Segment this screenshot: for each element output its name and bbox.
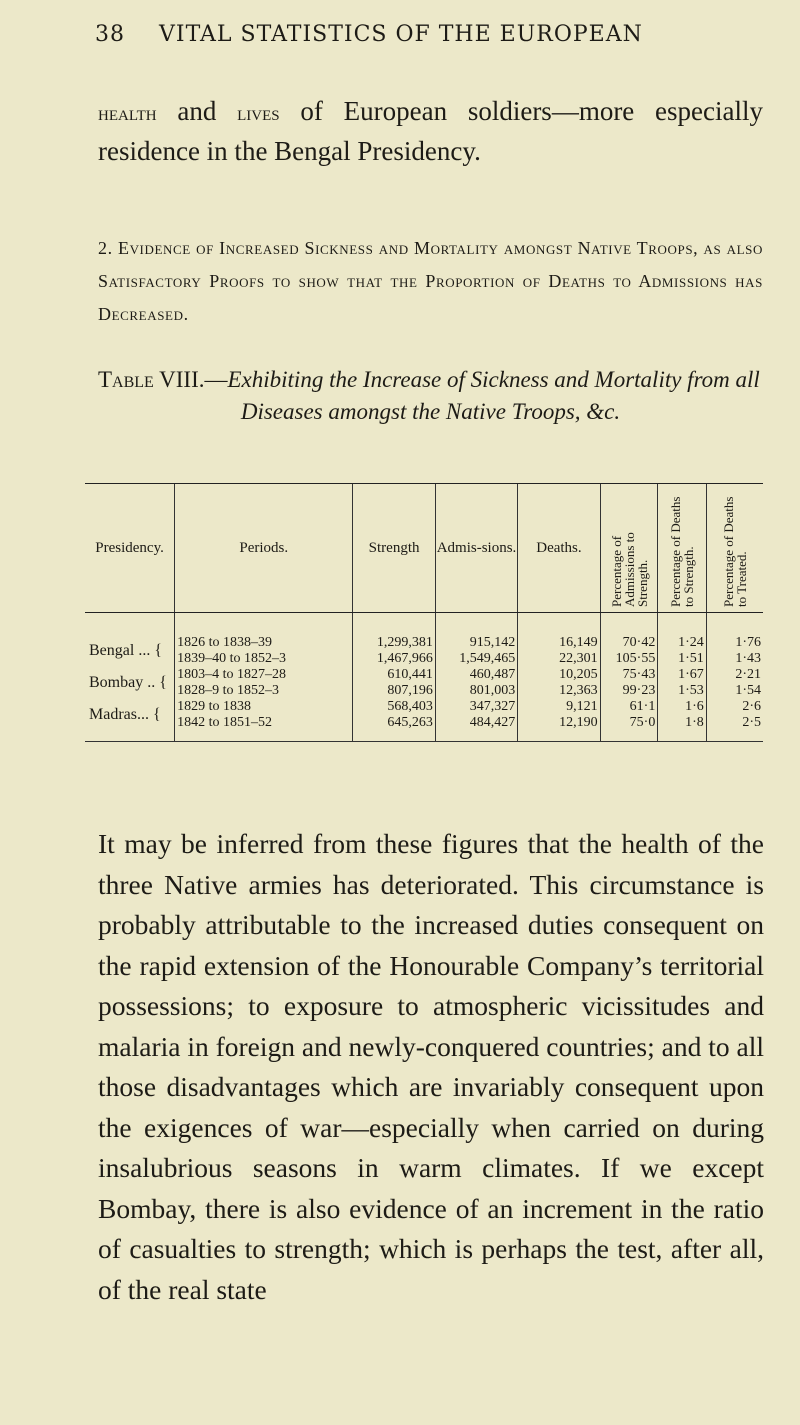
table-cell: 1842 to 1851–52 [177, 715, 273, 730]
table-cell: 460,487 [469, 667, 516, 682]
table-cell: 645,263 [387, 715, 433, 730]
text: of European soldiers—more especially residence in the Bengal Presidency. [98, 96, 763, 166]
presidency-name: Bengal ... { [89, 642, 162, 659]
table-cell: 75·0 [629, 715, 656, 730]
table-cell: 1·6 [685, 699, 704, 714]
table-cell: 568,403 [387, 699, 433, 714]
intro-paragraph [98, 92, 763, 170]
table-caption [98, 364, 763, 428]
column-header [353, 484, 435, 613]
table-cell: 1803–4 to 1827–28 [177, 667, 287, 682]
table-cell: 1·43 [735, 651, 761, 666]
column-header [706, 484, 763, 613]
table-cell: 1829 to 1838 [177, 699, 252, 714]
table-cell: 1·24 [678, 635, 704, 650]
column-header [600, 484, 658, 613]
column-header-label: Periods. [239, 539, 289, 556]
column-header-label: Admis-sions. [436, 539, 517, 556]
table-cell: 1·76 [735, 635, 761, 650]
table-cell: 1826 to 1838–39 [177, 635, 273, 650]
table-cell: 70·42 [622, 635, 656, 650]
mortality-table [85, 483, 763, 742]
table-cell: 610,441 [387, 667, 433, 682]
column-header-label: Strength [368, 539, 420, 556]
table-body-row [85, 613, 763, 742]
column-cell [600, 613, 658, 742]
table-cell: 1839–40 to 1852–3 [177, 651, 287, 666]
presidency-cell [85, 613, 175, 742]
table-cell: 1,299,381 [376, 635, 433, 650]
table-cell: 105·55 [615, 651, 656, 666]
caption-label: Table VIII.— [98, 367, 228, 392]
small-caps-word: lives [237, 100, 280, 125]
table-cell: 9,121 [566, 699, 598, 714]
column-cell [175, 613, 353, 742]
column-header-label: Percentage of Admissions to Strength. [608, 532, 650, 607]
table-cell: 10,205 [559, 667, 598, 682]
table-cell: 61·1 [629, 699, 656, 714]
table-cell: 75·43 [622, 667, 656, 682]
table-cell: 12,363 [559, 683, 598, 698]
table-cell: 801,003 [469, 683, 516, 698]
caption-line: Exhibiting the Increase of Sickness and Mortality from all [227, 367, 760, 392]
column-header [85, 484, 175, 613]
table-cell: 1·53 [678, 683, 704, 698]
column-cell [518, 613, 600, 742]
page-number: 38 [95, 22, 125, 47]
column-header [175, 484, 353, 613]
table-cell: 484,427 [469, 715, 516, 730]
table-cell: 1,549,465 [459, 651, 516, 666]
body-paragraph: It may be inferred from these figures that the health of the three Native armies has deteriorated. This circumstance is probably attributable to the increased duties consequent on the rapid extension of the Honourable Company’s territorial possessions; to exposure to atmospheric vicissitudes and malaria in foreign and newly-conquered countries; and to all those disadvantages which are invariably consequent upon the exigences of war—especially when carried on during insalubrious seasons in warm climates. If we except Bombay, there is also evidence of an increment in the ratio of casualties to strength; which is perhaps the test, after all, of the real state [98, 828, 764, 1305]
running-title: VITAL STATISTICS OF THE EUROPEAN [159, 22, 643, 47]
column-header [435, 484, 517, 613]
column-cell [658, 613, 706, 742]
table-cell: 22,301 [559, 651, 598, 666]
column-header [658, 484, 706, 613]
table-cell: 99·23 [622, 683, 656, 698]
table-cell: 16,149 [559, 635, 598, 650]
column-cell [706, 613, 763, 742]
table-cell: 2·21 [735, 667, 761, 682]
table-cell: 12,190 [559, 715, 598, 730]
column-header [518, 484, 600, 613]
column-header-label: Deaths. [536, 539, 582, 556]
table-cell: 347,327 [469, 699, 516, 714]
table-cell: 1·54 [735, 683, 761, 698]
column-cell [353, 613, 435, 742]
column-cell [435, 613, 517, 742]
table-cell: 1·67 [678, 667, 704, 682]
table-cell: 1,467,966 [376, 651, 433, 666]
table-cell: 2·5 [742, 715, 761, 730]
table-cell: 1·51 [678, 651, 704, 666]
running-header [95, 22, 643, 47]
caption-line: Diseases amongst the Native Troops, &c. [240, 399, 621, 424]
table-cell: 1·8 [685, 715, 704, 730]
small-caps-word: health [98, 100, 157, 125]
section-heading: 2. Evidence of Increased Sickness and Mortality amongst Native Troops, as also Satisfactory Proofs to show that the Proportion of Deaths to Admissions has Decreased. [98, 238, 763, 324]
table-cell: 1828–9 to 1852–3 [177, 683, 280, 698]
presidency-name: Bombay .. { [89, 674, 167, 691]
column-header-label: Presidency. [95, 539, 164, 556]
table-cell: 2·6 [742, 699, 761, 714]
column-header-label: Percentage of Deaths to Treated. [720, 496, 749, 607]
column-header-label: Percentage of Deaths to Strength. [668, 496, 697, 607]
presidency-name: Madras... { [89, 706, 161, 723]
table-cell: 915,142 [469, 635, 516, 650]
text: and [156, 96, 238, 126]
table-cell: 807,196 [387, 683, 433, 698]
